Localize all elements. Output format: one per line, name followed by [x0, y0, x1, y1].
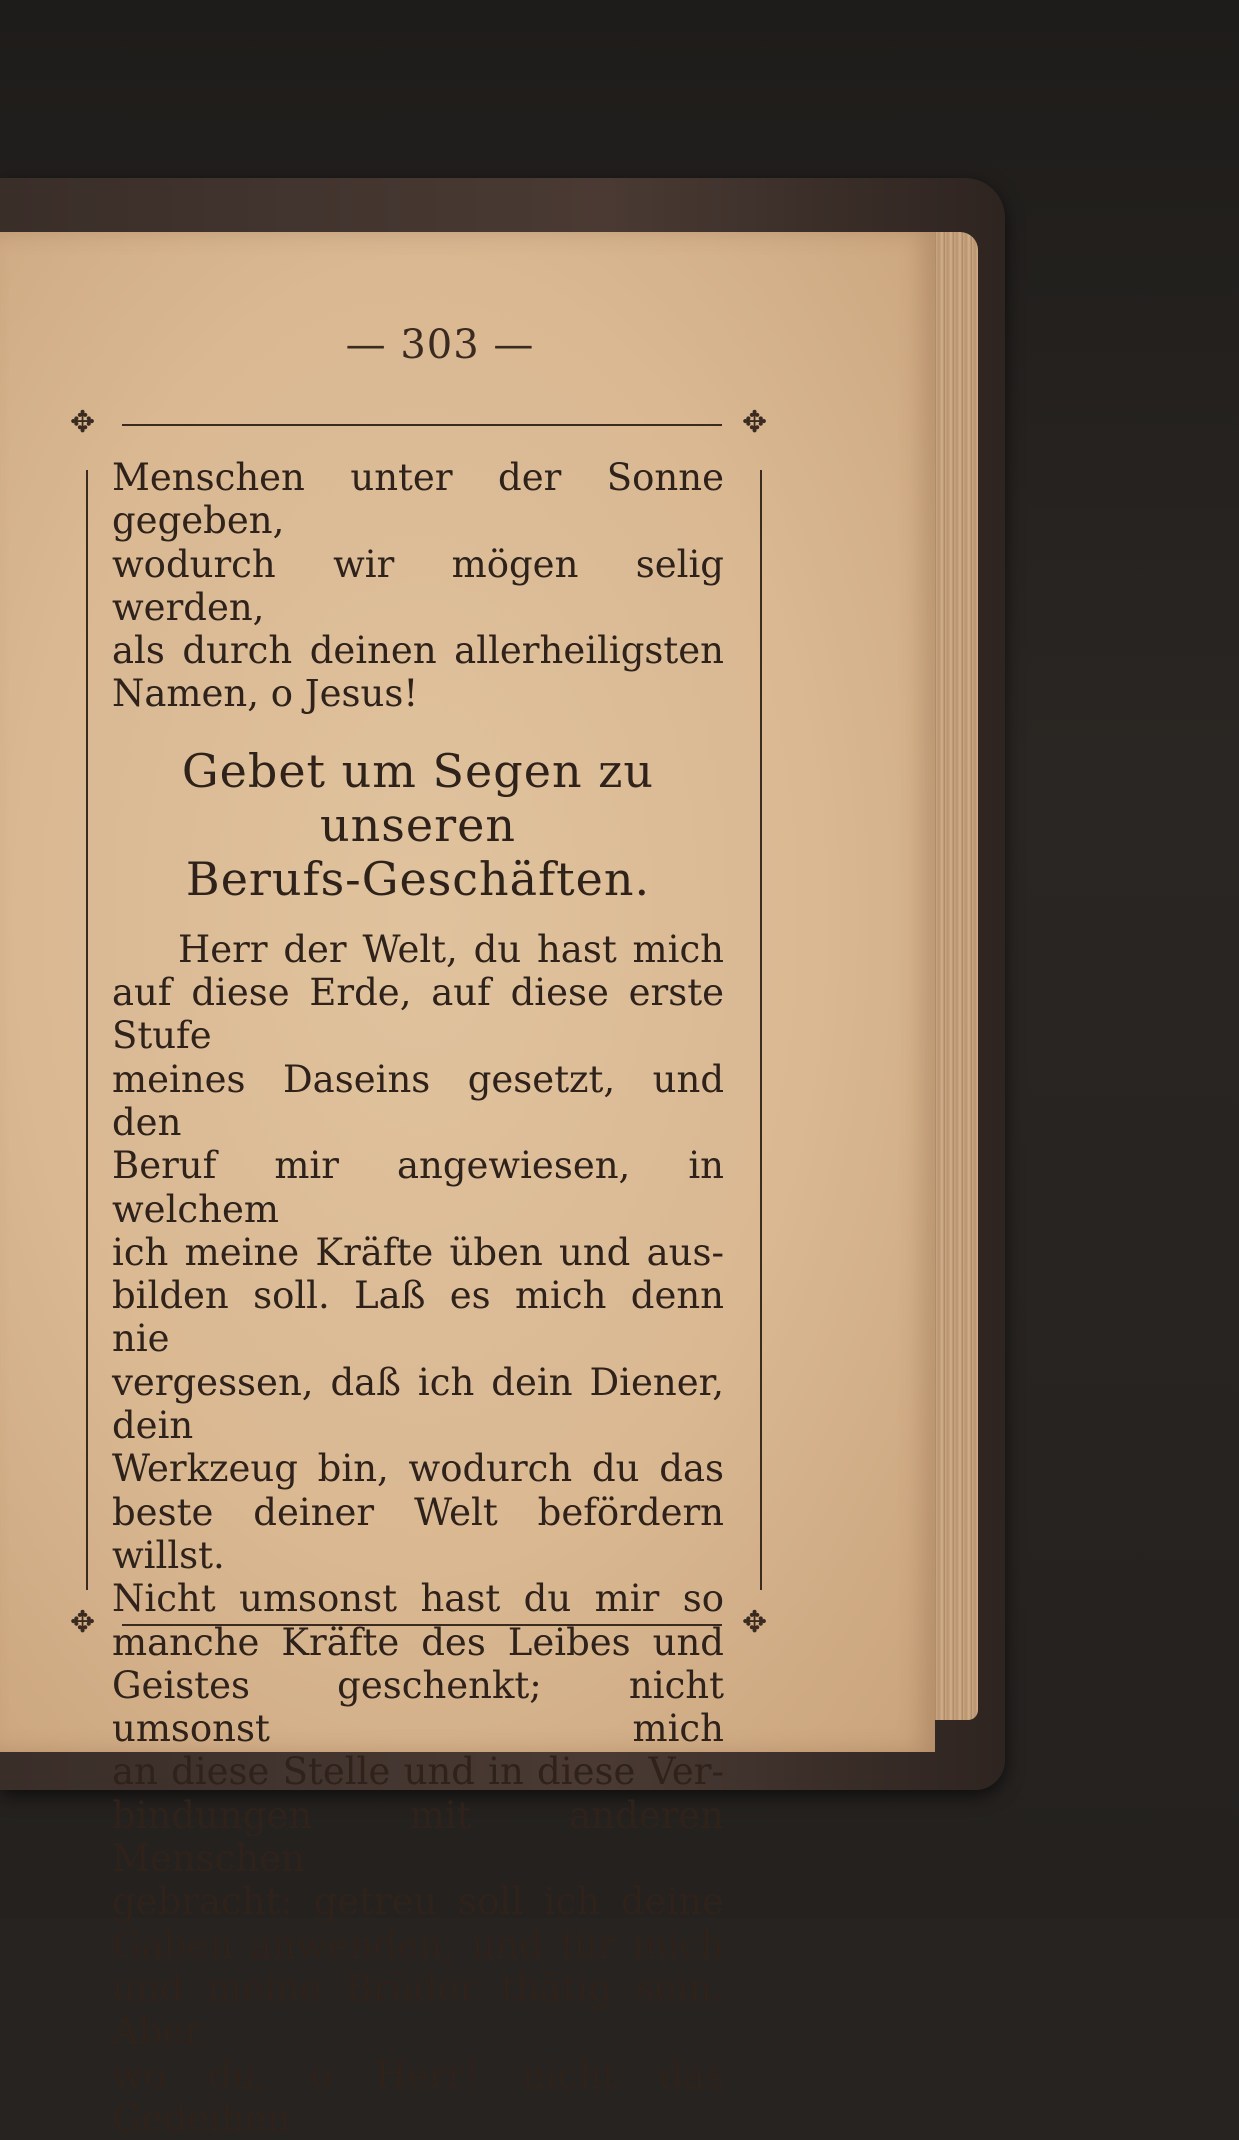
text-line: beste deiner Welt befördern willst. [112, 1491, 724, 1578]
text-line: Werkzeug bin, wodurch du das [112, 1447, 724, 1490]
text-line: Gaben anwenden, und für mich [112, 1924, 724, 1967]
text-line: Beruf mir angewiesen, in welchem [112, 1144, 724, 1231]
heading-line: Berufs-Geschäften. [112, 852, 724, 906]
text-line: Nicht umsonst hast du mir so [112, 1577, 724, 1620]
text-line: und meine Brüder thätig sein. Aber, [112, 1967, 724, 2054]
text-line: als durch deinen allerheiligsten [112, 629, 724, 672]
ornament-bottom-left-icon: ✥ [70, 1608, 95, 1638]
text-line: auf diese Erde, auf diese erste Stufe [112, 971, 724, 1058]
frame-right-rule [760, 470, 762, 1590]
text-line: ich meine Kräfte üben und aus- [112, 1231, 724, 1274]
ornament-top-right-icon: ✥ [742, 408, 767, 438]
text-line: bindungen mit anderen Menschen [112, 1794, 724, 1881]
heading-line: Gebet um Segen zu unseren [112, 744, 724, 852]
prayer-heading [112, 744, 724, 906]
text-line: meines Daseins gesetzt, und den [112, 1058, 724, 1145]
text-line: bilden soll. Laß es mich denn nie [112, 1274, 724, 1361]
text-line: gebracht: getreu soll ich deine [112, 1880, 724, 1923]
page-text [112, 456, 724, 2140]
text-line: Geistes geschenkt; nicht umsonst mich [112, 1664, 724, 1751]
text-line: wo du, o Herr! nicht das Gedeihen [112, 2054, 724, 2140]
ornament-bottom-right-icon: ✥ [742, 1608, 767, 1638]
prayer-body [112, 928, 724, 2140]
text-line: manche Kräfte des Leibes und [112, 1621, 724, 1664]
paragraph-continued [112, 456, 724, 672]
frame-left-rule [86, 470, 88, 1590]
page-number: — 303 — [0, 322, 880, 368]
paragraph-end-line [112, 672, 724, 715]
text-line: Herr der Welt, du hast mich [112, 928, 724, 971]
ornament-top-left-icon: ✥ [70, 408, 95, 438]
text-line: vergessen, daß ich dein Diener, dein [112, 1361, 724, 1448]
frame-top-rule [122, 424, 722, 426]
text-line: wodurch wir mögen selig werden, [112, 543, 724, 630]
text-line: Namen, o Jesus! [112, 672, 724, 715]
text-line: Menschen unter der Sonne gegeben, [112, 456, 724, 543]
text-line: an diese Stelle und in diese Ver- [112, 1750, 724, 1793]
